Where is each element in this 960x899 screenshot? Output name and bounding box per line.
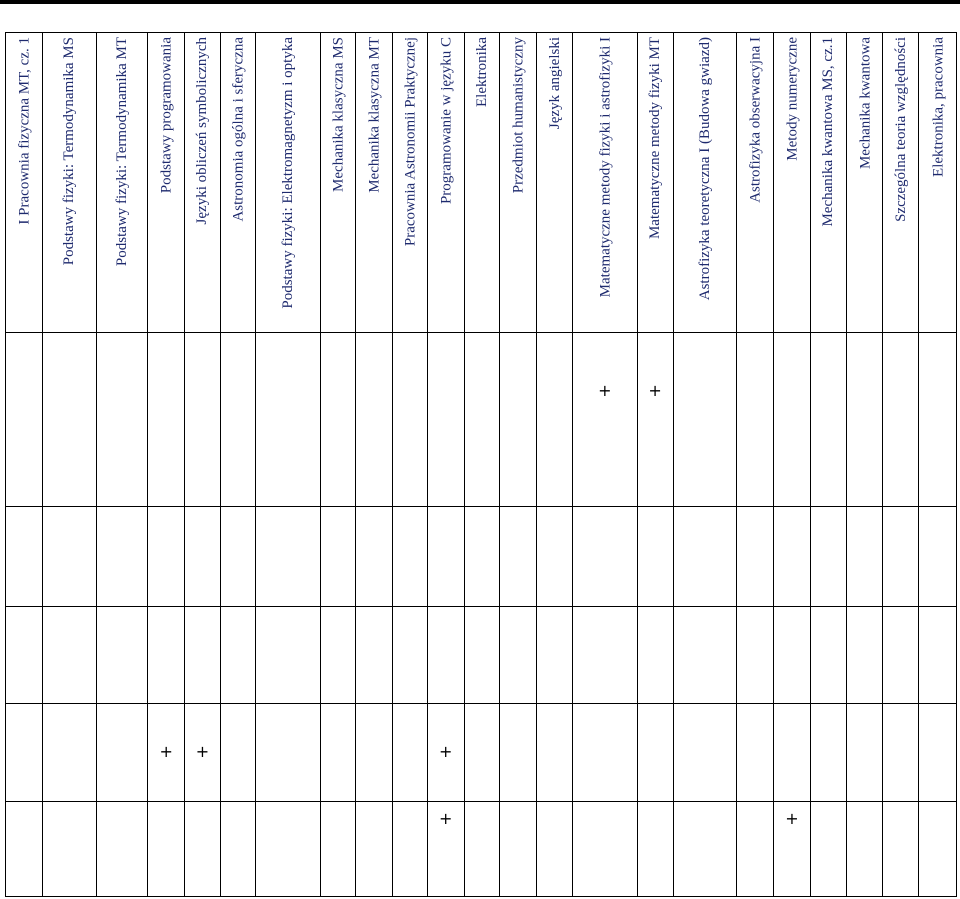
course-column bbox=[638, 33, 674, 896]
course-column bbox=[221, 33, 256, 896]
row-divider bbox=[465, 703, 500, 704]
row-divider bbox=[919, 801, 956, 802]
cell-mark: + bbox=[439, 742, 453, 761]
course-column bbox=[6, 33, 43, 896]
row-divider bbox=[847, 506, 883, 507]
row-divider bbox=[256, 703, 321, 704]
row-divider bbox=[221, 703, 255, 704]
course-column bbox=[811, 33, 847, 896]
row-divider bbox=[321, 703, 355, 704]
cell-mark: + bbox=[195, 742, 210, 761]
course-header-cell bbox=[256, 33, 321, 333]
course-header-cell bbox=[428, 33, 464, 333]
course-header-cell bbox=[774, 33, 810, 333]
row-divider bbox=[811, 703, 846, 704]
row-divider bbox=[638, 606, 673, 607]
row-divider bbox=[43, 506, 96, 507]
course-header-cell bbox=[573, 33, 637, 333]
row-divider bbox=[43, 703, 96, 704]
row-divider bbox=[393, 703, 427, 704]
course-column bbox=[774, 33, 811, 896]
row-divider bbox=[674, 606, 737, 607]
row-divider bbox=[428, 801, 464, 802]
course-title: Pracownia Astronomii Praktycznej bbox=[401, 36, 418, 246]
cell-mark: + bbox=[159, 742, 173, 761]
row-divider bbox=[674, 506, 737, 507]
course-column bbox=[356, 33, 393, 896]
row-divider bbox=[97, 703, 148, 704]
row-divider bbox=[883, 606, 918, 607]
row-divider bbox=[43, 606, 96, 607]
row-divider bbox=[221, 606, 255, 607]
row-divider bbox=[737, 703, 773, 704]
course-title: Elektronika bbox=[474, 36, 491, 107]
row-divider bbox=[465, 506, 500, 507]
course-title: Astrofizyka obserwacyjna I bbox=[747, 36, 764, 203]
course-title: Mechanika kwantowa MS, cz.1 bbox=[820, 36, 837, 227]
row-divider bbox=[6, 506, 42, 507]
course-title: Mechanika klasyczna MT bbox=[366, 36, 383, 193]
row-divider bbox=[148, 801, 184, 802]
course-column bbox=[43, 33, 97, 896]
row-divider bbox=[321, 506, 355, 507]
course-column bbox=[321, 33, 356, 896]
course-column bbox=[674, 33, 738, 896]
row-divider bbox=[573, 506, 637, 507]
course-title: Podstawy fizyki: Termodynamika MS bbox=[61, 36, 78, 265]
course-title: Mechanika klasyczna MS bbox=[330, 36, 347, 192]
course-title: Podstawy programowania bbox=[158, 36, 175, 193]
row-divider bbox=[500, 703, 536, 704]
row-divider bbox=[6, 606, 42, 607]
row-divider bbox=[919, 703, 956, 704]
row-divider bbox=[638, 703, 673, 704]
row-divider bbox=[500, 606, 536, 607]
course-header-cell bbox=[148, 33, 184, 333]
row-divider bbox=[221, 506, 255, 507]
course-header-cell bbox=[737, 33, 773, 333]
row-divider bbox=[573, 801, 637, 802]
row-divider bbox=[774, 606, 810, 607]
row-divider bbox=[774, 801, 810, 802]
row-divider bbox=[428, 703, 464, 704]
course-header-cell bbox=[847, 33, 883, 333]
row-divider bbox=[321, 801, 355, 802]
course-column bbox=[256, 33, 322, 896]
course-header-cell bbox=[97, 33, 148, 333]
course-title: Metody numeryczne bbox=[783, 36, 800, 161]
row-divider bbox=[573, 703, 637, 704]
row-divider bbox=[883, 703, 918, 704]
row-divider bbox=[737, 506, 773, 507]
course-title: Programowanie w języku C bbox=[437, 36, 454, 204]
course-title: Język angielski bbox=[546, 36, 563, 129]
row-divider bbox=[185, 703, 220, 704]
cell-mark: + bbox=[648, 381, 662, 400]
row-divider bbox=[537, 801, 572, 802]
course-title: Elektronika, pracownia bbox=[929, 36, 946, 177]
course-matrix-table bbox=[5, 32, 957, 897]
row-divider bbox=[185, 506, 220, 507]
row-divider bbox=[6, 801, 42, 802]
course-title: Matematyczne metody fizyki i astrofizyki I bbox=[596, 36, 613, 297]
row-divider bbox=[774, 703, 810, 704]
course-header-cell bbox=[356, 33, 392, 333]
row-divider bbox=[148, 506, 184, 507]
course-title: Języki obliczeń symbolicznych bbox=[194, 36, 211, 224]
row-divider bbox=[674, 801, 737, 802]
course-column bbox=[465, 33, 501, 896]
row-divider bbox=[393, 506, 427, 507]
course-title: Astrofizyka teoretyczna I (Budowa gwiazd) bbox=[696, 36, 713, 300]
row-divider bbox=[847, 606, 883, 607]
course-title: Podstawy fizyki: Elektromagnetyzm i optyka bbox=[280, 36, 297, 309]
course-header-cell bbox=[465, 33, 500, 333]
row-divider bbox=[393, 801, 427, 802]
course-column bbox=[737, 33, 774, 896]
course-header-cell bbox=[674, 33, 737, 333]
course-header-cell bbox=[6, 33, 42, 333]
row-divider bbox=[356, 703, 392, 704]
row-divider bbox=[847, 703, 883, 704]
row-divider bbox=[97, 506, 148, 507]
row-divider bbox=[638, 801, 673, 802]
course-title: Podstawy fizyki: Termodynamika MT bbox=[113, 36, 130, 266]
top-rule bbox=[0, 0, 960, 4]
cell-mark: + bbox=[785, 809, 799, 828]
row-divider bbox=[465, 606, 500, 607]
course-header-cell bbox=[500, 33, 536, 333]
row-divider bbox=[847, 801, 883, 802]
row-divider bbox=[537, 606, 572, 607]
row-divider bbox=[185, 606, 220, 607]
course-title: I Pracownia fizyczna MT, cz. 1 bbox=[15, 36, 32, 225]
row-divider bbox=[256, 606, 321, 607]
row-divider bbox=[356, 506, 392, 507]
row-divider bbox=[737, 801, 773, 802]
course-header-cell bbox=[638, 33, 673, 333]
course-column bbox=[537, 33, 573, 896]
course-header-cell bbox=[811, 33, 846, 333]
row-divider bbox=[256, 506, 321, 507]
course-column bbox=[919, 33, 956, 896]
row-divider bbox=[321, 606, 355, 607]
course-title: Mechanika kwantowa bbox=[856, 36, 873, 169]
row-divider bbox=[356, 801, 392, 802]
row-divider bbox=[393, 606, 427, 607]
row-divider bbox=[674, 703, 737, 704]
course-header-cell bbox=[537, 33, 572, 333]
cell-mark: + bbox=[439, 809, 453, 828]
row-divider bbox=[428, 506, 464, 507]
row-divider bbox=[185, 801, 220, 802]
course-column bbox=[573, 33, 638, 896]
row-divider bbox=[883, 801, 918, 802]
course-column bbox=[148, 33, 185, 896]
row-divider bbox=[465, 801, 500, 802]
row-divider bbox=[811, 801, 846, 802]
course-title: Przedmiot humanistyczny bbox=[510, 36, 527, 193]
row-divider bbox=[537, 703, 572, 704]
course-header-cell bbox=[185, 33, 220, 333]
course-column bbox=[185, 33, 221, 896]
row-divider bbox=[256, 801, 321, 802]
row-divider bbox=[428, 606, 464, 607]
course-title: Astronomia ogólna i sferyczna bbox=[229, 36, 246, 222]
row-divider bbox=[919, 606, 956, 607]
row-divider bbox=[221, 801, 255, 802]
course-header-cell bbox=[393, 33, 427, 333]
course-column bbox=[847, 33, 884, 896]
row-divider bbox=[500, 506, 536, 507]
row-divider bbox=[6, 703, 42, 704]
row-divider bbox=[737, 606, 773, 607]
row-divider bbox=[919, 506, 956, 507]
row-divider bbox=[811, 606, 846, 607]
course-column bbox=[97, 33, 149, 896]
course-column bbox=[428, 33, 465, 896]
row-divider bbox=[500, 801, 536, 802]
row-divider bbox=[774, 506, 810, 507]
course-header-cell bbox=[43, 33, 96, 333]
row-divider bbox=[537, 506, 572, 507]
course-title: Szczególna teoria względności bbox=[892, 36, 909, 222]
course-title: Matematyczne metody fizyki MT bbox=[647, 36, 664, 239]
row-divider bbox=[97, 801, 148, 802]
course-header-cell bbox=[221, 33, 255, 333]
row-divider bbox=[43, 801, 96, 802]
course-header-cell bbox=[919, 33, 956, 333]
course-column bbox=[393, 33, 428, 896]
row-divider bbox=[573, 606, 637, 607]
cell-mark: + bbox=[598, 381, 612, 400]
course-header-cell bbox=[883, 33, 918, 333]
row-divider bbox=[97, 606, 148, 607]
row-divider bbox=[148, 606, 184, 607]
course-column bbox=[500, 33, 537, 896]
course-header-cell bbox=[321, 33, 355, 333]
row-divider bbox=[638, 506, 673, 507]
course-column bbox=[883, 33, 919, 896]
row-divider bbox=[883, 506, 918, 507]
row-divider bbox=[811, 506, 846, 507]
row-divider bbox=[148, 703, 184, 704]
row-divider bbox=[356, 606, 392, 607]
